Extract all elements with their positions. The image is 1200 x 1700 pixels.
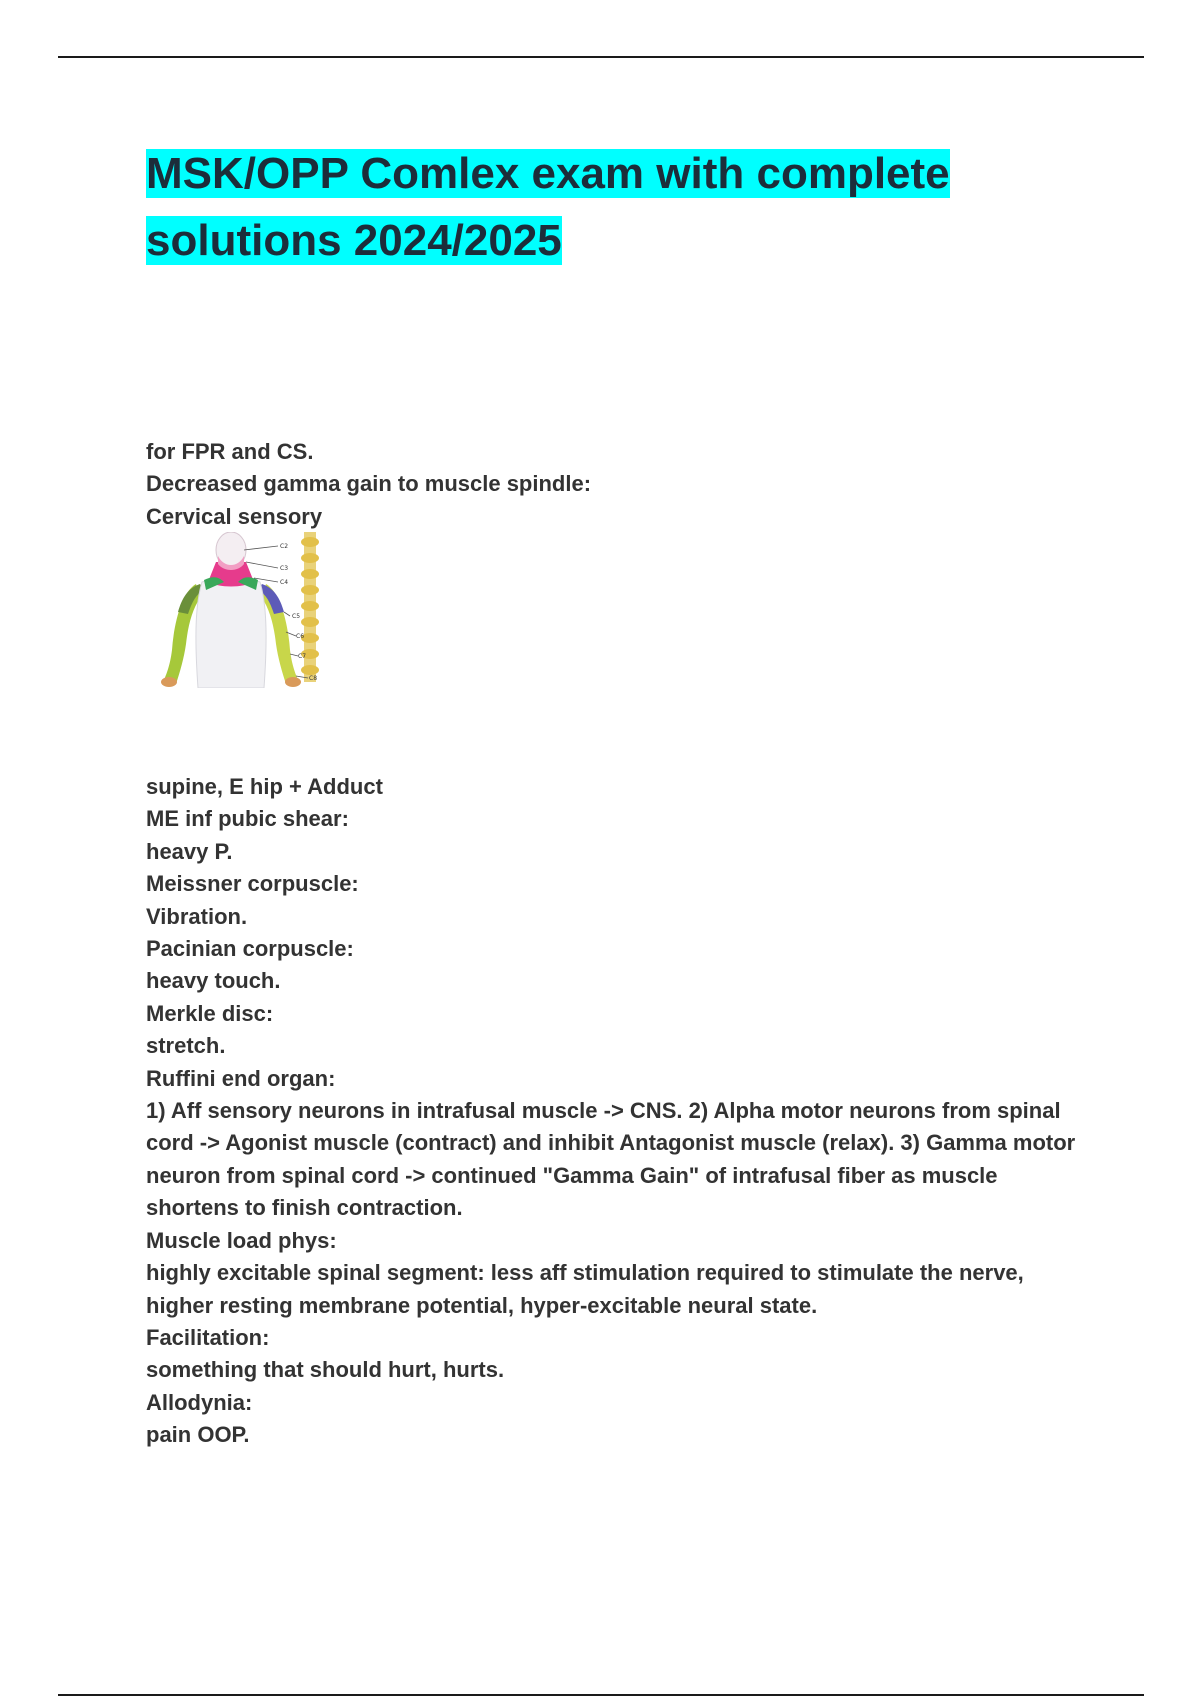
dermatome-body-diagram-icon — [146, 532, 331, 688]
text-line: ME inf pubic shear: — [146, 806, 349, 832]
page-title — [146, 140, 1046, 274]
title-highlight: MSK/OPP Comlex exam with complete solutions 2024/2025 — [146, 149, 950, 265]
label-c5: C5 — [292, 613, 301, 620]
text-line: for FPR and CS. — [146, 439, 314, 464]
bottom-divider — [58, 1694, 1144, 1696]
text-line: pain OOP. — [146, 1422, 250, 1448]
text-line: Cervical sensory — [146, 503, 323, 529]
dermatome-figure — [146, 532, 331, 688]
text-line: Ruffini end organ: — [146, 1065, 336, 1091]
left-hand — [161, 677, 177, 687]
label-c8: C8 — [309, 675, 318, 682]
right-hand — [285, 677, 301, 687]
text-line: Pacinian corpuscle: — [146, 936, 354, 962]
text-line: Muscle load phys: — [146, 1227, 337, 1253]
text-line: heavy P. — [146, 838, 233, 864]
text-line: Merkle disc: — [146, 1000, 274, 1026]
label-c3: C3 — [280, 565, 289, 572]
top-divider — [58, 56, 1144, 58]
text-paragraph: highly excitable spinal segment: less aff stimulation required to stimulate the nerve, higher resting membrane potential, hyper-excitable neural state. — [146, 1260, 1024, 1318]
label-c4: C4 — [280, 579, 289, 586]
text-line: Allodynia: — [146, 1389, 253, 1415]
text-line: stretch. — [146, 1033, 226, 1059]
text-line: supine, E hip + Adduct — [146, 774, 383, 799]
text-line: something that should hurt, hurts. — [146, 1357, 505, 1383]
text-line: Facilitation: — [146, 1324, 270, 1350]
text-block-top — [146, 436, 1086, 533]
torso — [196, 579, 266, 688]
label-c7: C7 — [298, 653, 307, 660]
text-line: Meissner corpuscle: — [146, 871, 359, 897]
text-line: Vibration. — [146, 903, 248, 929]
text-line: heavy touch. — [146, 968, 281, 994]
text-line: Decreased gamma gain to muscle spindle: — [146, 471, 592, 497]
text-paragraph: 1) Aff sensory neurons in intrafusal muscle -> CNS. 2) Alpha motor neurons from spinal cord -> Agonist muscle (contract) and inhibit Antagonist muscle (relax). 3) Gamma motor neuron from spinal cord -> continued "Gamma Gain" of intrafusal fiber as muscle shortens to finish contraction. — [146, 1098, 1076, 1221]
label-c2: C2 — [280, 543, 289, 550]
label-c6: C6 — [296, 633, 305, 640]
text-block-bottom — [146, 771, 1086, 1452]
